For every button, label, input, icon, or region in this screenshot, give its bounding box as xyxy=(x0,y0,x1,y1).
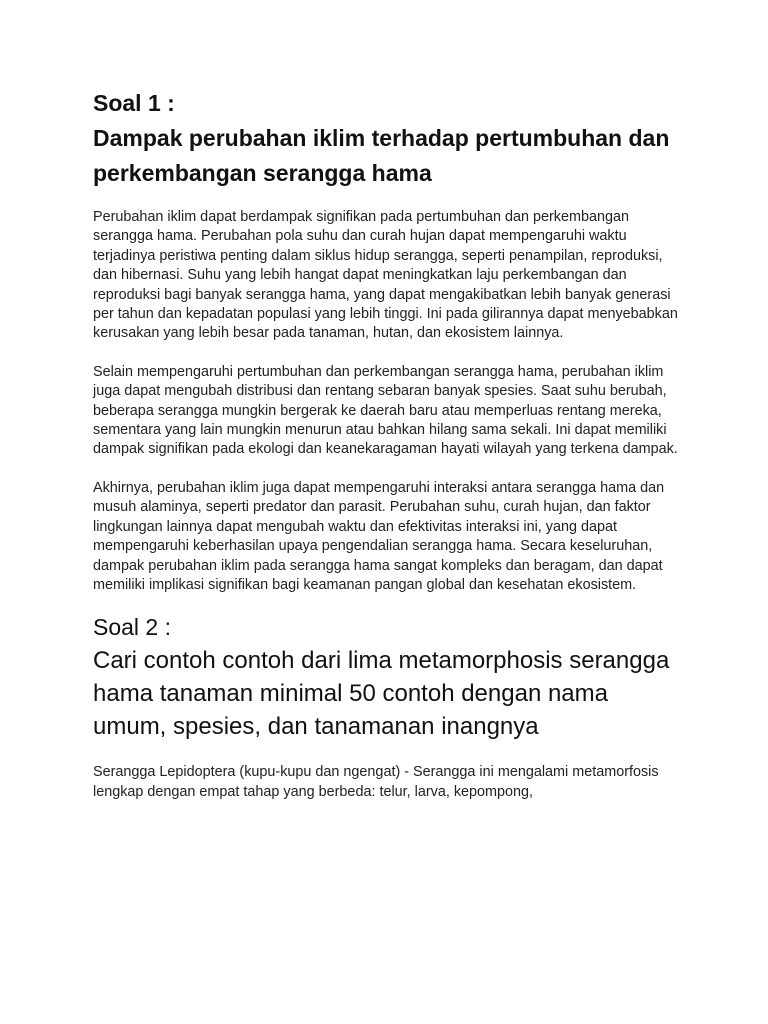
document-page xyxy=(93,86,683,802)
section-1-label: Soal 1 : xyxy=(93,90,175,116)
section-1-paragraph-2: Selain mempengaruhi pertumbuhan dan perkembangan serangga hama, perubahan iklim juga dapat mengubah distribusi dan rentang sebaran banyak spesies. Saat suhu berubah, beberapa serangga mungkin bergerak ke daerah baru atau memperluas rentang mereka, sementara yang lain mungkin menurun atau bahkan hilang sama sekali. Ini dapat memiliki dampak signifikan pada ekologi dan keanekaragaman hayati wilayah yang terkena dampak. xyxy=(93,363,678,458)
section-1-paragraph-1: Perubahan iklim dapat berdampak signifikan pada pertumbuhan dan perkembangan serangga hama. Perubahan pola suhu dan curah hujan dapat mempengaruhi waktu terjadinya peristiwa penting dalam siklus hidup serangga, seperti penampilan, reproduksi, dan hibernasi. Suhu yang lebih hangat dapat meningkatkan laju perkembangan dan reproduksi bagi banyak serangga hama, yang dapat mengakibatkan lebih banyak generasi per tahun dan kepadatan populasi yang lebih tinggi. Ini pada gilirannya dapat menyebabkan kerusakan yang lebih besar pada tanaman, hutan, dan ekosistem lainnya. xyxy=(93,209,678,342)
section-2-title: Cari contoh contoh dari lima metamorphosis serangga hama tanaman minimal 50 contoh dengan nama umum, spesies, dan tanamanan inangnya xyxy=(93,647,670,741)
section-1-title: Dampak perubahan iklim terhadap pertumbuhan dan perkembangan serangga hama xyxy=(93,125,670,186)
section-2-label: Soal 2 : xyxy=(93,614,171,641)
section-1-paragraph-3: Akhirnya, perubahan iklim juga dapat mempengaruhi interaksi antara serangga hama dan musuh alaminya, seperti predator dan parasit. Perubahan suhu, curah hujan, dan faktor lingkungan lainnya dapat mengubah waktu dan efektivitas interaksi ini, yang dapat mempengaruhi keberhasilan upaya pengendalian serangga hama. Secara keseluruhan, dampak perubahan iklim pada serangga hama sangat kompleks dan beragam, dan dapat memiliki implikasi signifikan bagi keamanan pangan global dan kesehatan ekosistem. xyxy=(93,479,665,593)
section-2-paragraph-1: Serangga Lepidoptera (kupu-kupu dan ngengat) - Serangga ini mengalami metamorfosis lengkap dengan empat tahap yang berbeda: telur, larva, kepompong, xyxy=(93,764,659,800)
